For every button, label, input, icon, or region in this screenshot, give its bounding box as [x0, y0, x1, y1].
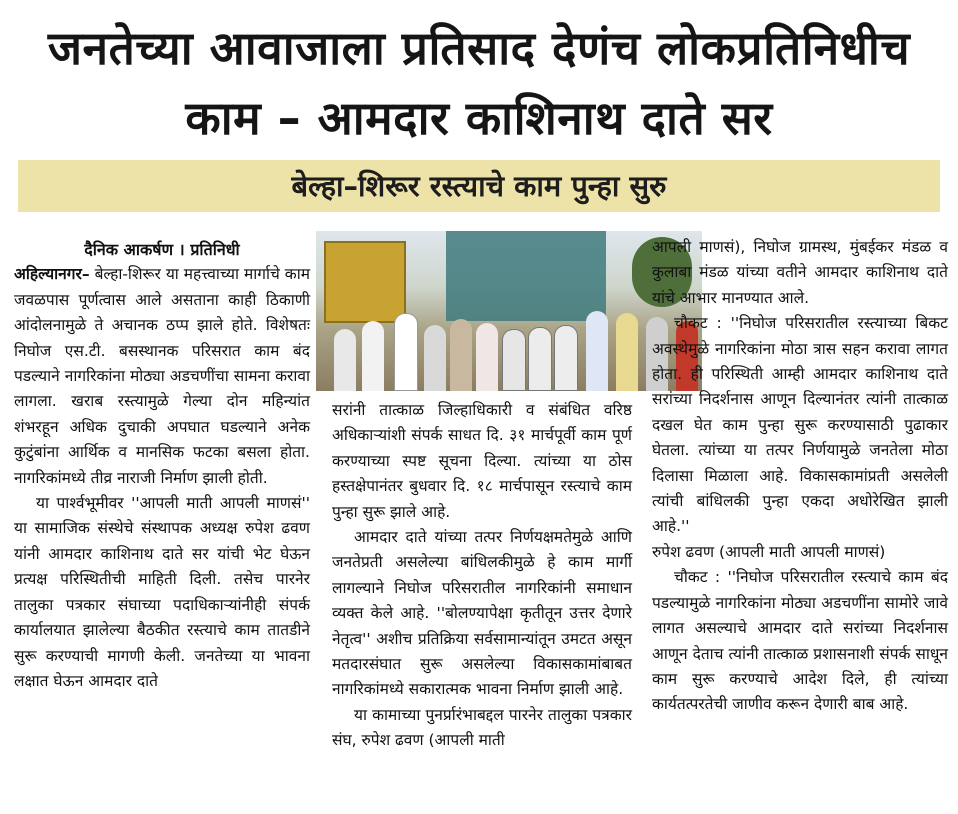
paragraph: चौकट : ''निघोज परिसरातील रस्त्याचे काम बंद पडल्यामुळे नागरिकांना मोठ्या अडचणींना सामोरे जावे लागत असल्याचे आमदार दाते सरांच्या निदर्शनास आणून देताच त्यांनी तात्काळ प्रशासनाशी संपर्क साधून काम सुरू करण्याचे आदेश दिले, ही त्यांच्या कार्यतत्परतेची जाणीव करून देणारी बाब आहे.: [652, 568, 948, 714]
article-column-2: [332, 398, 632, 754]
paragraph: बेल्हा-शिरूर या महत्त्वाच्या मार्गाचे काम जवळपास पूर्णत्वास आले असताना काही ठिकाणी आंदोलनामुळे ते अचानक ठप्प झाले होते. विशेषतः निघोज एस.टी. बसस्थानक परिसरात काम बंद पडल्याने नागरिकांना मोठ्या अडचणींचा सामना करावा लागला. खराब रस्त्यामुळे गेल्या दोन महिन्यांत शंभरहून अधिक दुचाकी अपघात घडल्याने अनेक कुटुंबांना आर्थिक व मानसिक फटका बसला होता. नागरिकांमध्ये तीव्र नाराजी निर्माण झाली होती.: [14, 265, 310, 487]
subheadline-band: [18, 160, 940, 212]
byline: दैनिक आकर्षण । प्रतिनिधी: [84, 240, 240, 259]
news-photo: [316, 231, 702, 391]
people-group: [316, 299, 702, 391]
paragraph: सरांनी तात्काळ जिल्हाधिकारी व संबंधित वरिष्ठ अधिकाऱ्यांशी संपर्क साधत दि. ३१ मार्चपूर्वी काम पूर्ण करण्याच्या स्पष्ट सूचना दिल्या. त्यांच्या या ठोस हस्तक्षेपानंतर बुधवार दि. १८ मार्चपासून रस्त्याचे काम पुन्हा सुरू झाले आहे.: [332, 401, 632, 521]
quote-attribution: रुपेश ढवण (आपली माती आपली माणसं): [652, 542, 886, 561]
article-column-3: [652, 235, 948, 718]
dateline: अहिल्यानगर–: [14, 265, 90, 284]
paragraph: आपली माणसं), निघोज ग्रामस्थ, मुंबईकर मंडळ व कुलाबा मंडळ यांच्या वतीने आमदार काशिनाथ दाते यांचे आभार मानण्यात आले.: [652, 238, 948, 307]
article-column-1: [14, 237, 310, 694]
headline-line-2: काम – आमदार काशिनाथ दाते सर: [185, 91, 773, 145]
paragraph: या कामाच्या पुनर्प्रारंभाबद्दल पारनेर तालुका पत्रकार संघ, रुपेश ढवण (आपली माती: [332, 705, 632, 750]
subheadline: बेल्हा–शिरूर रस्त्याचे काम पुन्हा सुरु: [291, 169, 667, 203]
paragraph: आमदार दाते यांच्या तत्पर निर्णयक्षमतेमुळे आणि जनतेप्रती असलेल्या बांधिलकीमुळे हे काम मार्गी लागल्याने निघोज परिसरातील नागरिकांनी समाधान व्यक्त केले आहे. ''बोलण्यापेक्षा कृतीतून उत्तर देणारे नेतृत्व'' अशीच प्रतिक्रिया सर्वसामान्यांतून उमटत असून मतदारसंघात सुरू असलेल्या विकासकामांबाबत नागरिकांमध्ये सकारात्मक भावना निर्माण झाली आहे.: [332, 528, 632, 699]
headline-line-1: जनतेच्या आवाजाला प्रतिसाद देणंच लोकप्रतिनिधीच: [47, 21, 911, 75]
paragraph: या पार्श्वभूमीवर ''आपली माती आपली माणसं'' या सामाजिक संस्थेचे संस्थापक अध्यक्ष रुपेश ढवण यांनी आमदार काशिनाथ दाते सर यांची भेट घेऊन प्रत्यक्ष परिस्थितीची माहिती दिली. तसेच पारनेर तालुका पत्रकार संघाच्या पदाधिकाऱ्यांनीही संपर्क कार्यालयात झालेल्या बैठकीत रस्त्याचे काम तातडीने सुरू करण्याची मागणी केली. जनतेच्या या भावना लक्षात घेऊन आमदार दाते: [14, 494, 310, 690]
paragraph: चौकट : ''निघोज परिसरातील रस्त्याच्या बिकट अवस्थेमुळे नागरिकांना मोठा त्रास सहन करावा लागत होता. ही परिस्थिती आम्ही आमदार काशिनाथ दाते सरांच्या निदर्शनास आणून दिल्यानंतर त्यांनी तात्काळ दखल घेत काम पुन्हा सुरू करण्यासाठी पुढाकार घेतला. त्यांच्या या तत्पर निर्णयामुळे जनतेला मोठा दिलासा मिळाला आहे. विकासकामांप्रती असलेली त्यांची बांधिलकी पुन्हा एकदा अधोरेखित झाली आहे.'': [652, 314, 948, 536]
